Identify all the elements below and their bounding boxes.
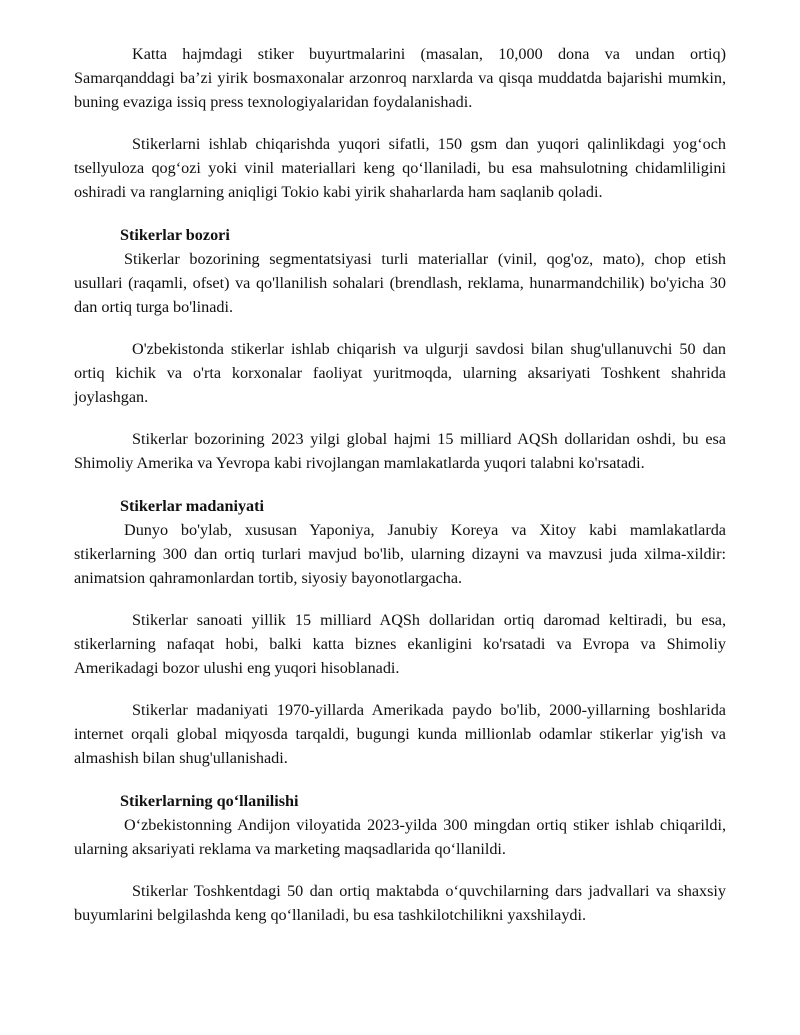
intro-paragraph-2: Stikerlarni ishlab chiqarishda yuqori sifatli, 150 gsm dan yuqori qalinlikdagi yog‘och tsellyuloza qog‘ozi yoki vinil materiallari keng qo‘llaniladi, bu esa mahsulotning chidamliligini oshiradi va ranglarning aniqligi Tokio kabi yirik shaharlarda ham saqlanib qoladi. [74,135,726,201]
madaniyati-paragraph-2: Stikerlar sanoati yillik 15 milliard AQSh dollaridan ortiq daromad keltiradi, bu esa, stikerlarning nafaqat hobi, balki katta biznes ekanligini ko'rsatadi va Evropa va Shimoliy Amerikadagi bozor ulushi eng yuqori hisoblanadi. [74,611,726,677]
madaniyati-paragraph-3: Stikerlar madaniyati 1970-yillarda Amerikada paydo bo'lib, 2000-yillarning boshlarida internet orqali global miqyosda tarqaldi, bugungi kunda millionlab odamlar stikerlar yig'ish va almashish bilan shug'ullanishadi. [74,701,726,767]
madaniyati-paragraph-1: Dunyo bo'ylab, xususan Yaponiya, Janubiy Koreya va Xitoy kabi mamlakatlarda stikerlarning 300 dan ortiq turlari mavjud bo'lib, ularning dizayni va mavzusi juda xilma-xildir: animatsion qahramonlardan tortib, siyosiy bayonotlargacha. [74,521,726,587]
bozori-paragraph-2: O'zbekistonda stikerlar ishlab chiqarish va ulgurji savdosi bilan shug'ullanuvchi 50 dan ortiq kichik va o'rta korxonalar faoliyat yuritmoqda, ularning aksariyati Toshkent shahrida joylashgan. [74,340,726,406]
intro-paragraph-1: Katta hajmdagi stiker buyurtmalarini (masalan, 10,000 dona va undan ortiq) Samarqanddagi ba’zi yirik bosmaxonalar arzonroq narxlarda va qisqa muddatda bajarishi mumkin, buning evaziga issiq press texnologiyalaridan foydalanishadi. [74,45,726,111]
section-heading-madaniyati: Stikerlar madaniyati [120,497,265,515]
qollanilishi-paragraph-2: Stikerlar Toshkentdagi 50 dan ortiq maktabda o‘quvchilarning dars jadvallari va shaxsiy buyumlarini belgilashda keng qo‘llaniladi, bu esa tashkilotchilikni yaxshilaydi. [74,882,726,924]
section-heading-qollanilishi: Stikerlarning qo‘llanilishi [120,792,299,810]
bozori-paragraph-1: Stikerlar bozorining segmentatsiyasi turli materiallar (vinil, qog'oz, mato), chop etish usullari (raqamli, ofset) va qo'llanilish sohalari (brendlash, reklama, hunarmandchilik) bo'yicha 30 dan ortiq turga bo'linadi. [74,250,726,316]
bozori-paragraph-3: Stikerlar bozorining 2023 yilgi global hajmi 15 milliard AQSh dollaridan oshdi, bu esa Shimoliy Amerika va Yevropa kabi rivojlangan mamlakatlarda yuqori talabni ko'rsatadi. [74,430,726,472]
section-heading-bozori: Stikerlar bozori [120,226,230,244]
qollanilishi-paragraph-1: O‘zbekistonning Andijon viloyatida 2023-yilda 300 mingdan ortiq stiker ishlab chiqarildi, ularning aksariyati reklama va marketing maqsadlarida qo‘llanildi. [74,816,726,858]
